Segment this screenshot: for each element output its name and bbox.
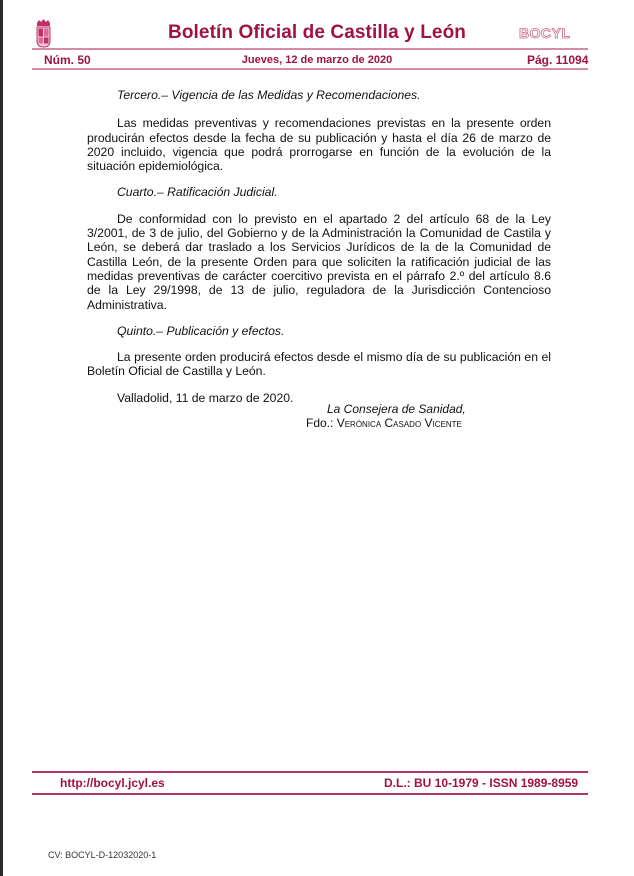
section-heading: Cuarto.– Ratificación Judicial. [117, 185, 278, 200]
page-number: Pág. 11094 [527, 53, 589, 67]
section-paragraph: De conformidad con lo previsto en el apartado 2 del artículo 68 de la Ley 3/2001, de 3 de julio, del Gobierno y de la Administración la Comunidad de Castila y León, se deberá dar traslado a los Servicios Jurídicos de la de la Comunidad de Castilla León, de la presente Orden para que soliciten la ratificación judicial de las medidas preventivas de carácter coercitivo prevista en el párrafo 2.º del artículo 8.6 de la Ley 29/1998, de 13 de julio, reguladora de la Jurisdicción Contencioso Administrativa. [87, 211, 551, 312]
header-rule-bottom [32, 68, 588, 70]
section-heading: Tercero.– Vigencia de las Medidas y Recomendaciones. [117, 88, 421, 102]
legal-deposit: D.L.: BU 10-1979 - ISSN 1989-8959 [384, 776, 579, 790]
issue-date: Jueves, 12 de marzo de 2020 [241, 54, 393, 66]
footer-rule-bottom [32, 793, 588, 795]
issue-number: Núm. 50 [44, 53, 91, 67]
bulletin-url-link[interactable]: http://bocyl.jcyl.es [60, 776, 165, 790]
section-paragraph: Las medidas preventivas y recomendaciones previstas en la presente orden producirán efectos desde la fecha de su publicación y hasta el día 26 de marzo de 2020 incluido, vigencia que podrá prorrogarse en función de la evolución de la situación epidemiológica. [87, 116, 551, 174]
document-body [87, 88, 551, 405]
footer-rule-top [32, 771, 588, 773]
header-rule-top [32, 48, 588, 50]
bulletin-title: Boletín Oficial de Castilla y León [168, 22, 466, 43]
verification-code: CV: BOCYL-D-12032020-1 [48, 850, 157, 860]
signature-line [306, 416, 566, 430]
section-paragraph: La presente orden producirá efectos desde el mismo día de su publicación en el Boletín Oficial de Castilla y León. [87, 350, 551, 379]
signatory-role: La Consejera de Sanidad, [327, 402, 466, 416]
signature-prefix: Fdo.: [306, 416, 334, 430]
place-and-date: Valladolid, 11 de marzo de 2020. [117, 390, 294, 405]
bocyl-logo: BOCYL [519, 25, 571, 41]
section-heading: Quinto.– Publicación y efectos. [117, 323, 285, 338]
window-left-border [0, 0, 3, 876]
signatory-name: Verónica Casado Vicente [336, 416, 462, 430]
